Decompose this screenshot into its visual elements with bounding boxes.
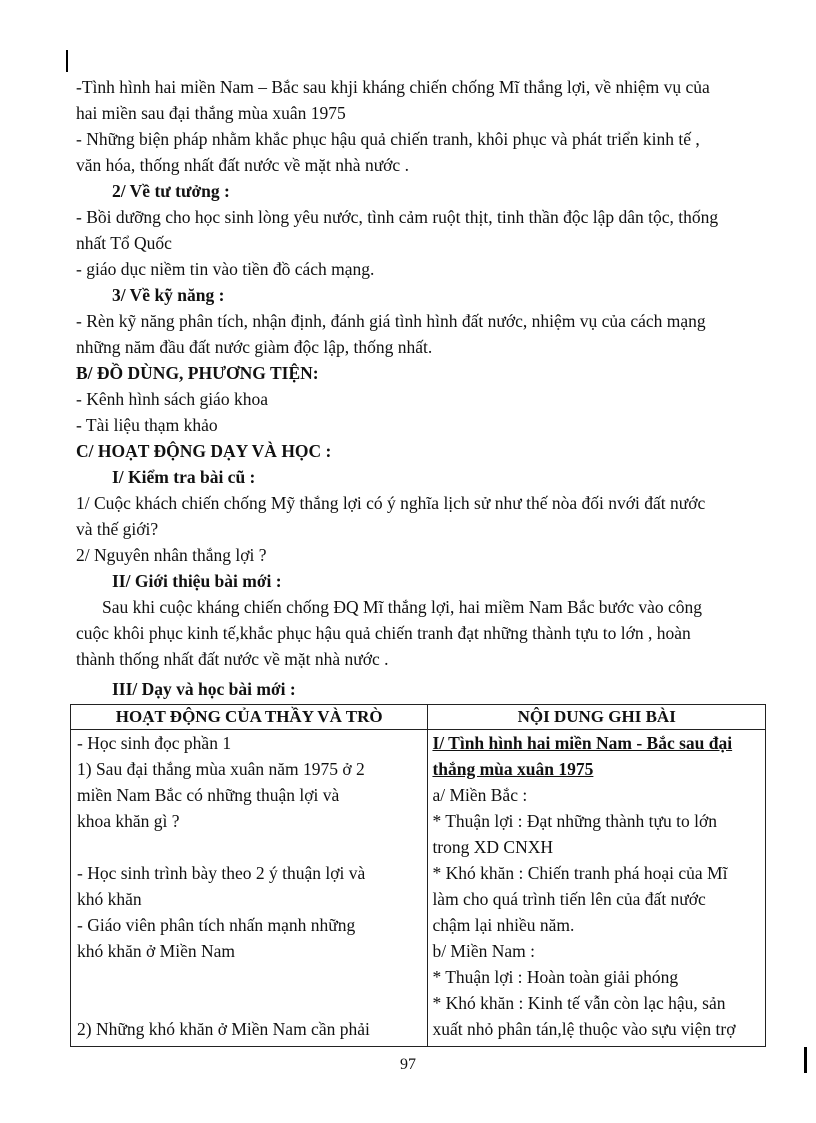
thought-heading: 2/ Về tư tưởng : [112,181,230,201]
thought-line: nhất Tổ Quốc [76,233,172,253]
margin-bar [804,1047,807,1073]
content-title: thắng mùa xuân 1975 [432,759,594,779]
review-line: 1/ Cuộc khách chiến chống Mỹ thắng lợi có ý nghĩa lịch sử như thế nòa đối nvới đất nước [76,493,706,513]
activities-cell [71,730,428,1047]
content-cell [428,730,766,1047]
materials-heading: B/ ĐỒ DÙNG, PHƯƠNG TIỆN: [76,363,319,383]
materials-item: - Tài liệu thạm khảo [76,415,218,435]
content-line: làm cho quá trình tiến lên của đất nước [432,889,706,909]
activity-line: khoa khăn gì ? [77,811,180,831]
review-heading: I/ Kiểm tra bài cũ : [112,467,256,487]
skill-line: - Rèn kỹ năng phân tích, nhận định, đánh giá tình hình đất nước, nhiệm vụ của cách mạng [76,311,706,331]
knowledge-line: hai miền sau đại thắng mùa xuân 1975 [76,103,346,123]
thought-line: - Bồi dưỡng cho học sinh lòng yêu nước, tình cảm ruột thịt, tinh thần độc lập dân tộc, thống [76,207,719,227]
thought-line: - giáo dục niềm tin vào tiền đồ cách mạng. [76,259,375,279]
content-line: trong XD CNXH [432,837,553,857]
content-line: * Khó khăn : Chiến tranh phá hoại của Mĩ [432,863,728,883]
content-line: xuất nhỏ phân tán,lệ thuộc vào sựu viện trợ [432,1019,736,1039]
materials-item: - Kênh hình sách giáo khoa [76,389,268,409]
lesson-heading: III/ Dạy và học bài mới : [112,679,296,699]
activity-line: khó khăn [77,889,142,909]
activity-line: 2) Những khó khăn ở Miền Nam cần phải [77,1019,370,1039]
page-number: 97 [400,1056,416,1073]
activity-line: miền Nam Bắc có những thuận lợi và [77,785,340,805]
intro-line: cuộc khôi phục kinh tế,khắc phục hậu quả chiến tranh đạt những thành tựu to lớn , hoàn [76,623,691,643]
content-line: chậm lại nhiều năm. [432,915,575,935]
intro-line: thành thống nhất đất nước về mặt nhà nước . [76,649,389,669]
review-line: và thế giới? [76,519,159,539]
lesson-table [70,704,766,1047]
text-cursor [66,50,68,72]
col1-header: HOẠT ĐỘNG CỦA THẦY VÀ TRÒ [71,705,428,730]
activity-line: - Học sinh đọc phần 1 [77,733,232,753]
activities-heading: C/ HOẠT ĐỘNG DẠY VÀ HỌC : [76,441,332,461]
activity-line: - Học sinh trình bày theo 2 ý thuận lợi và [77,863,366,883]
content-line: b/ Miền Nam : [432,941,535,961]
content-line: * Khó khăn : Kinh tế vẫn còn lạc hậu, sản [432,993,726,1013]
col2-header: NỘI DUNG GHI BÀI [428,705,766,730]
activity-line: 1) Sau đại thắng mùa xuân năm 1975 ở 2 [77,759,365,779]
activity-line: - Giáo viên phân tích nhấn mạnh những [77,915,356,935]
skill-heading: 3/ Về kỹ năng : [112,285,225,305]
skill-line: những năm đầu đất nước giàm độc lập, thống nhất. [76,337,433,357]
knowledge-line: - Những biện pháp nhằm khắc phục hậu quả chiến tranh, khôi phục và phát triển kinh tế , [76,129,700,149]
intro-heading: II/ Giới thiệu bài mới : [112,571,282,591]
activity-line: khó khăn ở Miền Nam [77,941,235,961]
knowledge-line: văn hóa, thống nhất đất nước về mặt nhà nước . [76,155,409,175]
content-title: I/ Tình hình hai miền Nam - Bắc sau đại [432,733,733,753]
intro-line: Sau khi cuộc kháng chiến chống ĐQ Mĩ thắng lợi, hai miềm Nam Bắc bước vào công [102,597,703,617]
knowledge-line: -Tình hình hai miền Nam – Bắc sau khji kháng chiến chống Mĩ thắng lợi, về nhiệm vụ của [76,77,710,97]
review-line: 2/ Nguyên nhân thắng lợi ? [76,545,267,565]
content-line: * Thuận lợi : Đạt những thành tựu to lớn [432,811,718,831]
content-line: a/ Miền Bắc : [432,785,528,805]
content-line: * Thuận lợi : Hoàn toàn giải phóng [432,967,679,987]
